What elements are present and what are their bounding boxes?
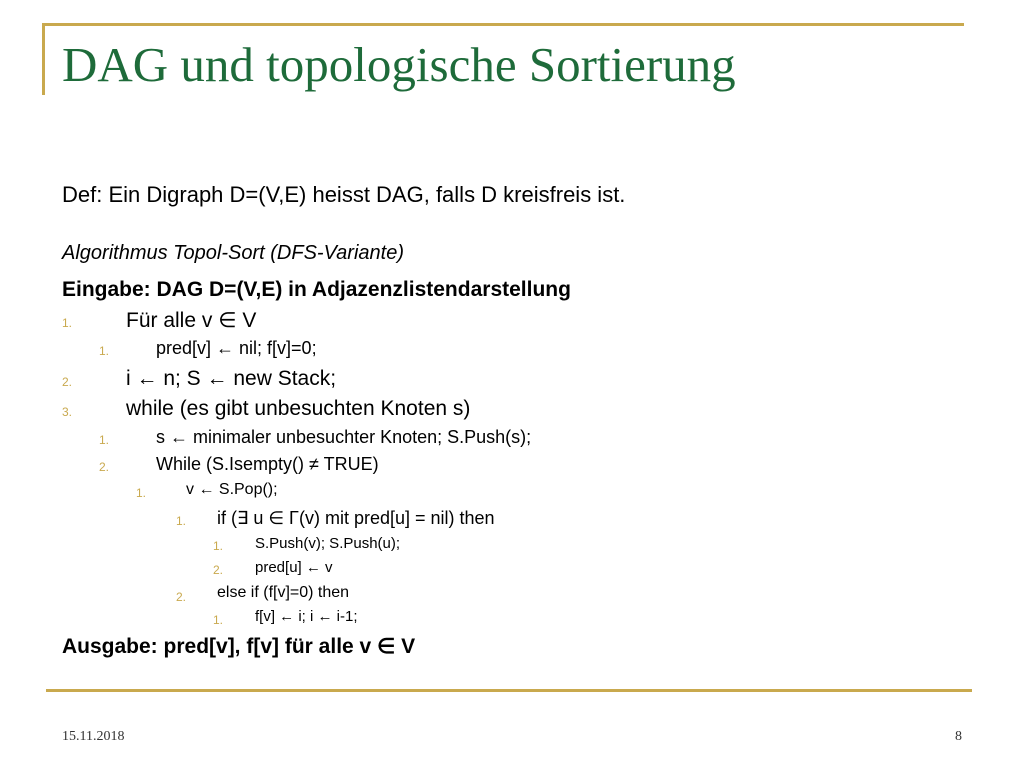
- step-text: i ← n; S ← new Stack;: [126, 367, 337, 390]
- step-number: 1.: [99, 344, 110, 358]
- slide-title: DAG und topologische Sortierung: [62, 37, 736, 92]
- step-number: 2.: [99, 460, 110, 474]
- step-text: While (S.Isempty() ≠ TRUE): [156, 454, 379, 474]
- step-text: pred[v] ← nil; f[v]=0;: [156, 338, 317, 358]
- footer-separator: [46, 689, 972, 692]
- step-text: pred[u] ← v: [255, 559, 333, 576]
- step-number: 1.: [213, 613, 224, 627]
- step-text: v ← S.Pop();: [186, 481, 278, 498]
- algorithm-name: Algorithmus Topol-Sort (DFS-Variante): [62, 242, 404, 264]
- step-number: 2.: [213, 563, 224, 577]
- step-text: f[v] ← i; i ← i-1;: [255, 608, 358, 625]
- step-text: else if (f[v]=0) then: [217, 584, 350, 601]
- step-text: while (es gibt unbesuchten Knoten s): [126, 397, 471, 420]
- footer-date: 15.11.2018: [62, 729, 125, 744]
- top-frame-line: [42, 23, 964, 26]
- step-text: if (∃ u ∈ Γ(v) mit pred[u] = nil) then: [217, 508, 495, 528]
- step-text: Für alle v ∈ V: [126, 309, 257, 332]
- step-number: 1.: [62, 316, 73, 330]
- definition-text: Def: Ein Digraph D=(V,E) heisst DAG, falls D kreisfreis ist.: [62, 182, 626, 207]
- input-text: Eingabe: DAG D=(V,E) in Adjazenzlistendarstellung: [62, 278, 571, 301]
- step-number: 1.: [213, 539, 224, 553]
- step-text: S.Push(v); S.Push(u);: [255, 535, 401, 552]
- step-number: 3.: [62, 405, 73, 419]
- step-number: 1.: [99, 433, 110, 447]
- step-number: 1.: [176, 514, 187, 528]
- page-number: 8: [955, 729, 962, 744]
- output-text: Ausgabe: pred[v], f[v] für alle v ∈ V: [62, 635, 416, 658]
- step-number: 2.: [176, 590, 187, 604]
- left-frame-line: [42, 23, 45, 95]
- step-number: 1.: [136, 486, 147, 500]
- step-number: 2.: [62, 375, 73, 389]
- step-text: s ← minimaler unbesuchter Knoten; S.Push(s);: [156, 427, 532, 447]
